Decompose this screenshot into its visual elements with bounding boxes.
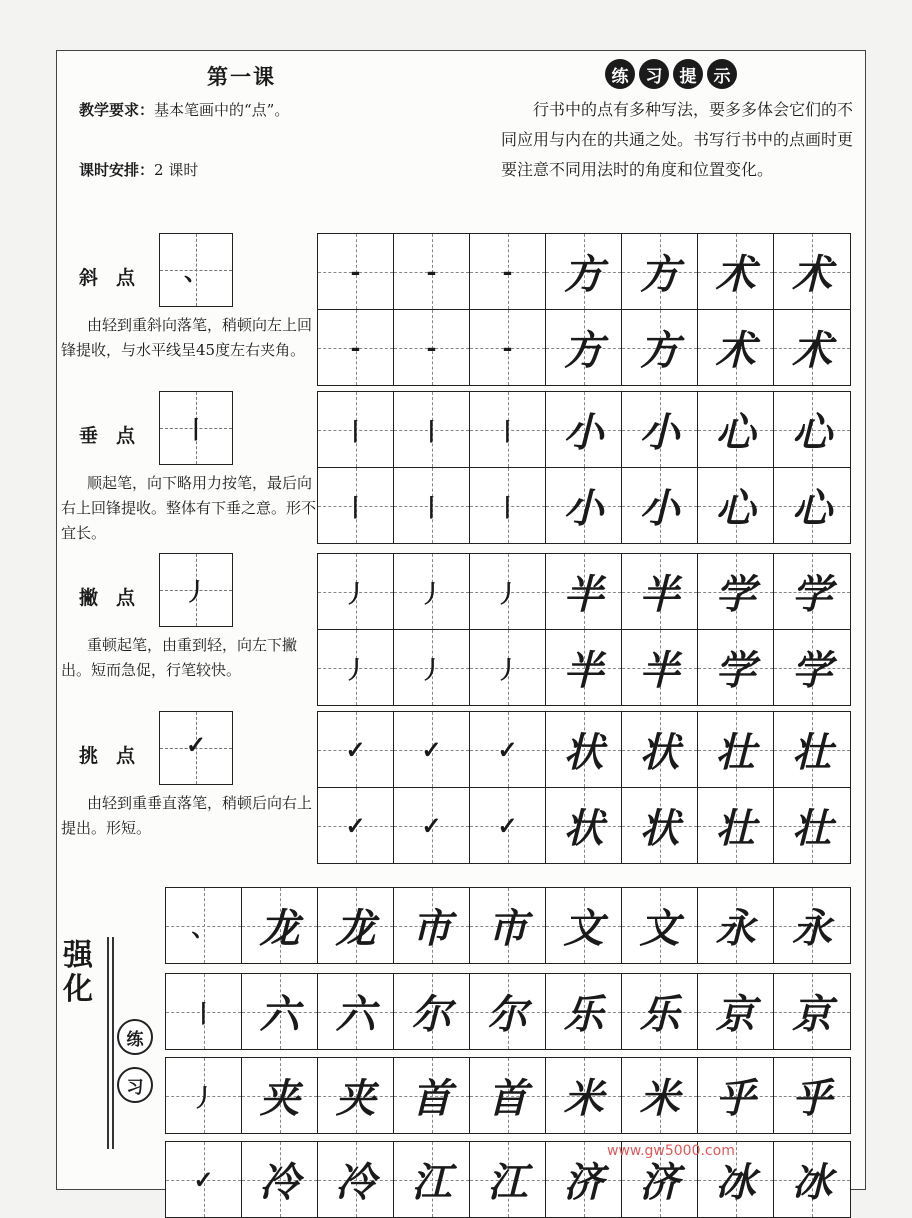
stroke-glyph: - [426,257,437,286]
grid-cell [546,392,622,467]
grid-cell [774,554,850,629]
character-glyph: 龙 [259,905,300,952]
grid-cell [470,234,546,309]
practice-divider [107,937,114,1149]
practice-badge: 习 [117,1067,153,1103]
character-glyph: 小 [563,409,604,456]
grid-cell [394,974,470,1049]
lesson-title: 第一课 [207,64,276,89]
grid-cell [470,310,546,385]
stroke-glyph: 丨 [419,417,444,446]
stroke-glyph: 丨 [191,999,216,1028]
grid-cell [318,392,394,467]
grid-cell [546,468,622,543]
character-glyph: 术 [792,327,832,374]
teaching-requirement [79,99,289,120]
grid-cell [394,1142,470,1217]
grid-cell [394,1058,470,1133]
grid-row [318,392,850,468]
character-glyph: 夹 [335,1075,376,1122]
grid-row [318,788,850,863]
character-glyph: 米 [639,1075,680,1122]
grid-cell [698,468,774,543]
grid-cell [774,392,850,467]
grid-cell [470,888,546,963]
grid-cell [470,468,546,543]
grid-cell [774,310,850,385]
grid-cell [470,630,546,705]
stroke-glyph: - [502,333,513,362]
sample-stroke: 、 [184,257,208,286]
grid-cell [698,392,774,467]
intensive-practice-row [165,887,851,964]
character-glyph: 半 [639,647,680,694]
grid-row [166,1142,850,1217]
grid-cell [774,630,850,705]
character-glyph: 壮 [792,729,832,776]
character-glyph: 半 [563,647,604,694]
character-glyph: 市 [411,905,452,952]
stroke-description: 重顿起笔，由重到轻，向左下撇出。短而急促，行笔较快。 [61,636,298,679]
grid-cell [166,1142,242,1217]
character-glyph: 冷 [335,1159,376,1206]
grid-cell [318,974,394,1049]
grid-cell [774,234,850,309]
intensive-practice-row [165,1141,851,1218]
grid-cell [394,234,470,309]
grid-cell [546,974,622,1049]
stroke-glyph: ✓ [345,735,366,764]
character-glyph: 学 [715,647,756,694]
class-schedule [79,159,198,180]
character-glyph: 方 [563,327,604,374]
character-glyph: 米 [563,1075,604,1122]
grid-cell [546,630,622,705]
tips-badges [605,59,737,89]
grid-cell [622,392,698,467]
grid-row [166,888,850,963]
grid-cell [394,554,470,629]
character-glyph: 术 [715,327,756,374]
character-glyph: 状 [639,729,680,776]
stroke-name: 斜点 [79,267,154,289]
grid-cell [774,788,850,863]
grid-cell [394,888,470,963]
grid-cell [546,712,622,787]
stroke-glyph: 丨 [495,493,520,522]
character-glyph: 小 [639,485,680,532]
tips-badge: 示 [707,59,737,89]
grid-cell [318,712,394,787]
grid-row [318,310,850,385]
grid-cell [546,234,622,309]
character-glyph: 市 [487,905,528,952]
grid-cell [470,712,546,787]
grid-cell [166,888,242,963]
sample-stroke: 丨 [184,415,208,444]
grid-cell [774,1142,850,1217]
character-glyph: 文 [563,905,604,952]
stroke-practice-grid [317,553,851,706]
sample-stroke: 丿 [184,577,208,606]
stroke-glyph: 丨 [343,417,368,446]
character-glyph: 首 [487,1075,528,1122]
character-glyph: 京 [792,991,832,1038]
character-glyph: 文 [639,905,680,952]
grid-cell [546,1058,622,1133]
character-glyph: 学 [715,571,756,618]
grid-cell [622,888,698,963]
tips-badge: 练 [605,59,635,89]
grid-cell [470,1142,546,1217]
character-glyph: 学 [792,571,832,618]
grid-cell [774,468,850,543]
stroke-glyph: ✓ [497,735,518,764]
watermark-text: www.gw5000.com [607,1143,735,1159]
grid-row [166,974,850,1049]
stroke-description: 由轻到重斜向落笔，稍顿向左上回锋提收，与水平线呈45度左右夹角。 [61,316,313,359]
stroke-practice-grid [317,233,851,386]
grid-cell [394,468,470,543]
stroke-glyph: 丨 [495,417,520,446]
character-glyph: 首 [411,1075,452,1122]
stroke-glyph: ✓ [497,811,518,840]
grid-cell [318,630,394,705]
stroke-glyph: ✓ [193,1165,214,1194]
character-glyph: 乎 [715,1075,756,1122]
character-glyph: 状 [639,805,680,852]
grid-row [318,468,850,543]
character-glyph: 小 [563,485,604,532]
requirement-text: 基本笔画中的“点”。 [154,101,290,119]
worksheet-page [56,50,866,1206]
grid-cell [698,888,774,963]
character-glyph: 方 [639,327,680,374]
grid-cell [698,788,774,863]
intensive-practice-row [165,973,851,1050]
grid-cell [698,554,774,629]
grid-cell [774,888,850,963]
tips-text: 行书中的点有多种写法，要多多体会它们的不同应用与内在的共通之处。书写行书中的点画时更要注意不同用法时的角度和位置变化。 [501,100,854,179]
character-glyph: 状 [563,805,604,852]
sample-stroke: ✓ [185,730,207,759]
character-glyph: 济 [563,1159,604,1206]
stroke-glyph: 丿 [343,655,368,684]
character-glyph: 京 [715,991,756,1038]
grid-cell [546,788,622,863]
grid-cell [774,974,850,1049]
grid-cell [698,630,774,705]
grid-cell [318,1058,394,1133]
schedule-label: 课时安排： [79,161,155,179]
stroke-name: 挑点 [79,745,154,767]
stroke-glyph: ✓ [421,735,442,764]
character-glyph: 壮 [715,805,756,852]
grid-cell [622,630,698,705]
grid-cell [698,712,774,787]
intensive-practice-row [165,1057,851,1134]
character-glyph: 乎 [792,1075,832,1122]
grid-cell [698,234,774,309]
schedule-text: 2 课时 [154,161,199,179]
character-glyph: 术 [715,251,756,298]
stroke-glyph: 丿 [495,655,520,684]
grid-cell [622,468,698,543]
stroke-glyph: - [350,333,361,362]
character-glyph: 冰 [715,1159,756,1206]
grid-cell [546,554,622,629]
character-glyph: 龙 [335,905,376,952]
stroke-name: 撇点 [79,587,154,609]
character-glyph: 江 [487,1159,528,1206]
character-glyph: 夹 [259,1075,300,1122]
sample-stroke-box [159,553,233,627]
character-glyph: 术 [792,251,832,298]
grid-cell [318,788,394,863]
character-glyph: 心 [715,409,756,456]
character-glyph: 半 [639,571,680,618]
character-glyph: 半 [563,571,604,618]
stroke-practice-grid [317,711,851,864]
grid-cell [318,468,394,543]
grid-cell [546,310,622,385]
grid-cell [394,630,470,705]
character-glyph: 济 [639,1159,680,1206]
requirement-label: 教学要求： [79,101,155,119]
practice-badges [117,1019,153,1103]
character-glyph: 乐 [639,991,680,1038]
stroke-glyph: 丿 [343,579,368,608]
character-glyph: 六 [335,991,376,1038]
character-glyph: 永 [792,905,832,952]
stroke-glyph: - [502,257,513,286]
grid-cell [698,310,774,385]
stroke-practice-grid [317,391,851,544]
grid-row [318,554,850,630]
grid-cell [318,1142,394,1217]
grid-cell [242,888,318,963]
grid-cell [774,712,850,787]
grid-cell [546,888,622,963]
character-glyph: 六 [259,991,300,1038]
stroke-description: 由轻到重垂直落笔，稍顿后向右上提出。形短。 [61,794,313,837]
grid-cell [470,788,546,863]
grid-cell [242,974,318,1049]
character-glyph: 心 [715,485,756,532]
character-glyph: 小 [639,409,680,456]
stroke-glyph: 丿 [495,579,520,608]
stroke-glyph: 、 [191,913,216,942]
character-glyph: 学 [792,647,832,694]
grid-cell [470,1058,546,1133]
stroke-glyph: 丨 [419,493,444,522]
character-glyph: 尔 [487,991,528,1038]
grid-cell [622,234,698,309]
character-glyph: 冷 [259,1159,300,1206]
character-glyph: 乐 [563,991,604,1038]
sample-stroke-box [159,233,233,307]
character-glyph: 方 [639,251,680,298]
grid-cell [622,788,698,863]
stroke-glyph: 丿 [419,655,444,684]
stroke-glyph: ✓ [421,811,442,840]
grid-cell [622,712,698,787]
grid-row [166,1058,850,1133]
stroke-name: 垂点 [79,425,154,447]
character-glyph: 状 [563,729,604,776]
grid-row [318,234,850,310]
grid-cell [470,554,546,629]
practice-label: 强化 [63,938,93,1007]
grid-row [318,712,850,788]
practice-badge: 练 [117,1019,153,1055]
grid-cell [622,554,698,629]
grid-cell [166,974,242,1049]
stroke-glyph: ✓ [345,811,366,840]
grid-cell [622,310,698,385]
grid-cell [318,888,394,963]
grid-cell [394,712,470,787]
grid-cell [242,1058,318,1133]
stroke-glyph: 丨 [343,493,368,522]
grid-cell [622,974,698,1049]
grid-cell [470,392,546,467]
grid-cell [318,234,394,309]
character-glyph: 心 [792,485,832,532]
grid-cell [470,974,546,1049]
grid-cell [394,392,470,467]
character-glyph: 壮 [792,805,832,852]
grid-cell [394,310,470,385]
character-glyph: 冰 [792,1159,832,1206]
character-glyph: 江 [411,1159,452,1206]
tips-badge: 提 [673,59,703,89]
character-glyph: 永 [715,905,756,952]
character-glyph: 心 [792,409,832,456]
character-glyph: 尔 [411,991,452,1038]
sample-stroke-box [159,391,233,465]
stroke-glyph: - [426,333,437,362]
grid-cell [394,788,470,863]
grid-row [318,630,850,705]
sample-stroke-box [159,711,233,785]
grid-cell [698,1058,774,1133]
grid-cell [242,1142,318,1217]
grid-cell [698,974,774,1049]
grid-cell [774,1058,850,1133]
character-glyph: 方 [563,251,604,298]
grid-cell [622,1058,698,1133]
grid-cell [166,1058,242,1133]
character-glyph: 壮 [715,729,756,776]
stroke-glyph: - [350,257,361,286]
grid-cell [318,310,394,385]
grid-cell [318,554,394,629]
stroke-glyph: 丿 [191,1083,216,1112]
stroke-glyph: 丿 [419,579,444,608]
stroke-description: 顺起笔，向下略用力按笔，最后向右上回锋提收。整体有下垂之意。形不宜长。 [61,474,317,542]
tips-badge: 习 [639,59,669,89]
